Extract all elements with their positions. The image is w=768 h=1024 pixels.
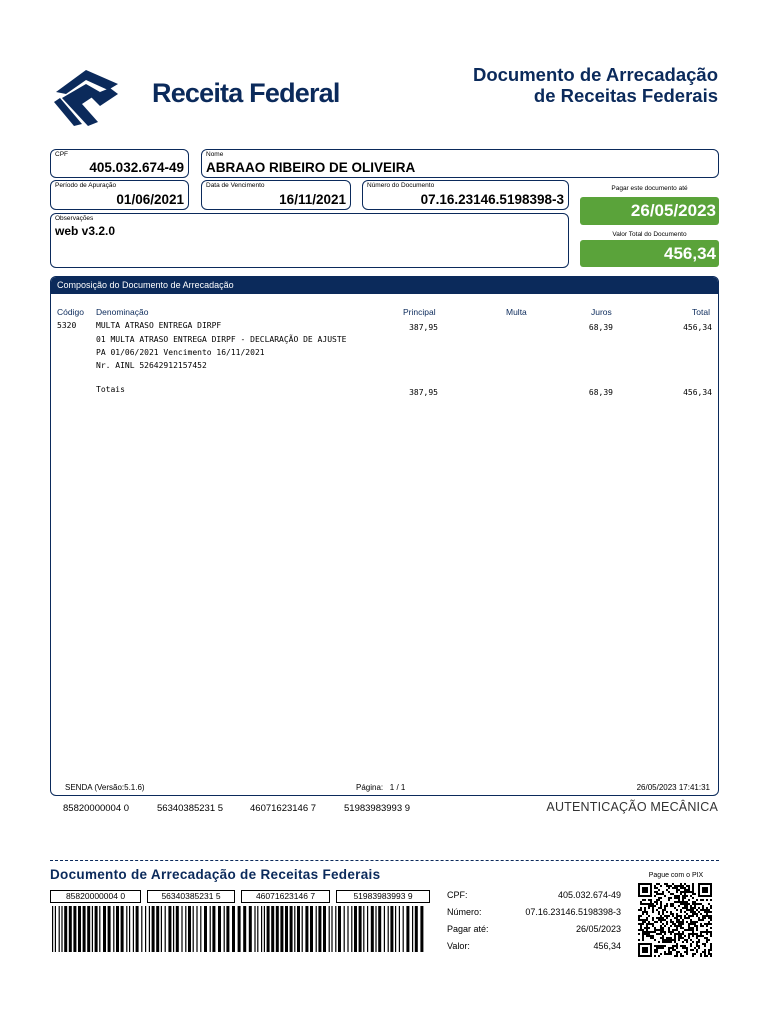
stub-cpf-label: CPF: [447, 890, 468, 900]
document-title [473, 64, 718, 106]
stub-valor-label: Valor: [447, 941, 470, 951]
stub-cpf-value: 405.032.674-49 [557, 890, 621, 900]
row-codigo: 5320 [57, 321, 77, 330]
col-header-codigo: Código [57, 307, 84, 317]
stub-linha-2: 56340385231 5 [147, 890, 235, 903]
row-detail-1: 01 MULTA ATRASO ENTREGA DIRPF - DECLARAÇÃO DE AJUSTE [96, 335, 347, 344]
linha-digitavel-1: 85820000004 0 [63, 803, 130, 814]
periodo-label: Período de Apuração [55, 182, 117, 189]
col-header-juros: Juros [591, 307, 612, 317]
vencimento-value: 16/11/2021 [279, 192, 346, 207]
totais-principal: 387,95 [409, 388, 438, 397]
composicao-panel [50, 276, 719, 796]
observacoes-value: web v3.2.0 [55, 224, 116, 238]
pix-qr-code-icon[interactable] [638, 883, 712, 957]
stub-linha-4: 51983983993 9 [336, 890, 430, 903]
barcode-icon [50, 906, 430, 952]
vencimento-label: Data de Vencimento [206, 182, 265, 189]
stub-title: Documento de Arrecadação de Receitas Federais [50, 867, 381, 882]
vencimento-field [201, 180, 351, 210]
stub-valor-value: 456,34 [593, 941, 621, 951]
linha-digitavel-2: 56340385231 5 [157, 803, 224, 814]
row-principal: 387,95 [409, 323, 438, 332]
stub-linha-1: 85820000004 0 [50, 890, 141, 903]
col-header-multa: Multa [506, 307, 527, 317]
autenticacao-mecanica: AUTENTICAÇÃO MECÂNICA [546, 800, 718, 814]
numero-label: Número do Documento [367, 182, 435, 189]
col-header-denominacao: Denominação [96, 307, 149, 317]
row-detail-3: Nr. AINL 52642912157452 [96, 361, 207, 370]
nome-label: Nome [206, 151, 224, 158]
cpf-label: CPF [55, 151, 68, 158]
pagar-ate-label: Pagar este documento até [611, 185, 688, 192]
row-detail-2: PA 01/06/2021 Vencimento 16/11/2021 [96, 348, 265, 357]
linha-digitavel-3: 46071623146 7 [250, 803, 317, 814]
stub-numero-value: 07.16.23146.5198398-3 [525, 907, 621, 917]
nome-value: ABRAAO RIBEIRO DE OLIVEIRA [206, 160, 416, 175]
nome-field [201, 149, 719, 178]
row-juros: 68,39 [588, 323, 613, 332]
valor-total-label: Valor Total do Documento [612, 231, 687, 238]
row-total: 456,34 [683, 323, 712, 332]
observacoes-label: Observações [55, 215, 94, 222]
stub-pagar-ate-label: Pagar até: [447, 924, 489, 934]
document-title-line1: Documento de Arrecadação [472, 64, 718, 85]
numero-value: 07.16.23146.5198398-3 [420, 192, 564, 207]
senda-version: SENDA (Versão:5.1.6) [65, 783, 145, 792]
totais-total: 456,34 [683, 388, 712, 397]
valor-total-value: 456,34 [580, 240, 719, 267]
totais-juros: 68,39 [588, 388, 613, 397]
observacoes-field [50, 213, 569, 268]
pix-label: Pague com o PIX [648, 872, 704, 879]
stub-numero-label: Número: [447, 907, 482, 917]
cpf-field [50, 149, 189, 178]
linha-digitavel-4: 51983983993 9 [344, 803, 411, 814]
composicao-title: Composição do Documento de Arrecadação [51, 277, 718, 294]
stub-linha-3: 46071623146 7 [241, 890, 330, 903]
periodo-value: 01/06/2021 [116, 192, 184, 207]
pagar-ate-value: 26/05/2023 [580, 197, 719, 225]
emission-timestamp: 26/05/2023 17:41:31 [636, 783, 710, 792]
pagina-indicator: Página: 1 / 1 [356, 783, 406, 792]
periodo-field [50, 180, 189, 210]
document-title-line2: de Receitas Federais [533, 85, 718, 106]
stub-pagar-ate-value: 26/05/2023 [575, 924, 621, 934]
cpf-value: 405.032.674-49 [89, 160, 184, 175]
col-header-total: Total [692, 307, 710, 317]
col-header-principal: Principal [403, 307, 436, 317]
receita-federal-logo-icon [52, 62, 122, 128]
totais-label: Totais [96, 385, 125, 394]
brand-name: Receita Federal [152, 78, 340, 108]
cut-line [50, 860, 719, 861]
row-denominacao: MULTA ATRASO ENTREGA DIRPF [96, 321, 222, 330]
numero-documento-field [362, 180, 569, 210]
